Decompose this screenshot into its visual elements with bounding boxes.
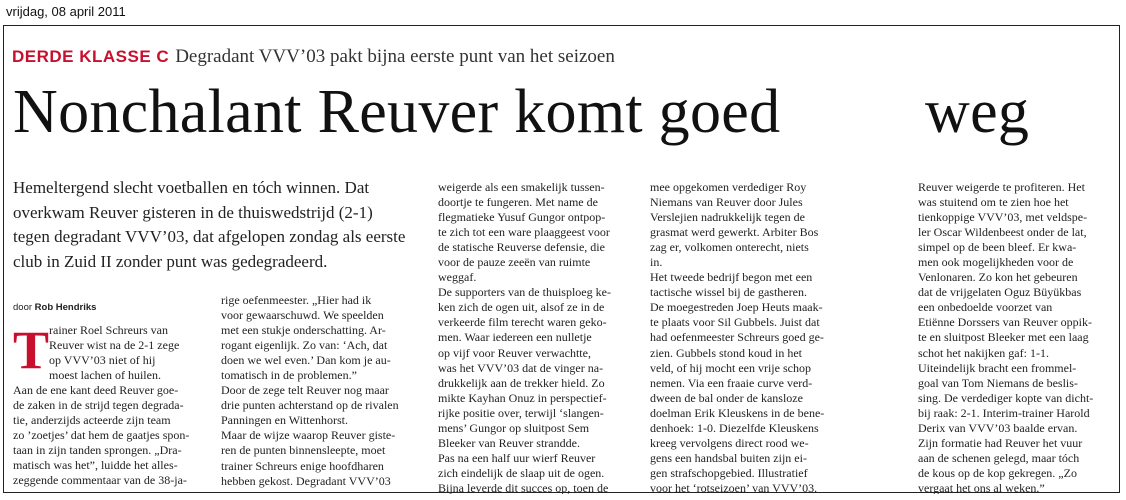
text-line: voor gewaarschuwd. We speelden	[221, 308, 384, 323]
text-line: Door de zege telt Reuver nog maar	[221, 383, 389, 398]
text-line: doelman Erik Kleuskens in de bene-	[650, 405, 825, 420]
text-line: men ook mogelijkheden voor de	[918, 255, 1074, 270]
text-line: vergaat het ons al weken.”	[918, 480, 1045, 494]
text-line: men. Waar iedereen een nulletje	[438, 330, 592, 345]
text-line: zeggende commentaar van de 38-ja-	[13, 473, 187, 488]
text-line: taan in zijn tanden sprongen. „Dra-	[13, 443, 182, 458]
text-line: mens’ Gungor op sluitpost Sem	[438, 420, 590, 435]
body-column-1	[13, 320, 213, 493]
text-line: was stuitend om te zien hoe het	[918, 195, 1069, 210]
text-line: bij raak: 2-1. Interim-trainer Harold	[918, 405, 1090, 420]
text-line: Reuver wist na de 2-1 zege	[49, 338, 180, 353]
article-kicker	[12, 46, 615, 68]
text-line: voor de pauze zeeën van ruimte	[438, 255, 591, 270]
text-line: nemen. Via een fraaie curve verd-	[650, 375, 813, 390]
text-line: ken zich de ogen uit, alsof ze in de	[438, 300, 605, 315]
text-line: doortje te fungeren. Met name de	[438, 195, 598, 210]
text-line: Het tweede bedrijf begon met een	[650, 270, 813, 285]
text-line: de zaken in de strijd tegen degrada-	[13, 398, 184, 413]
text-line: dat de vrijgelaten Oguz Büyükbas	[918, 285, 1082, 300]
body-column-5	[918, 180, 1118, 494]
text-line: ren de punten binnensleepte, moet	[221, 443, 386, 458]
text-line: Etiënne Dorssers van Reuver oppik-	[918, 315, 1092, 330]
drop-cap: T	[13, 320, 50, 380]
text-line: drie punten achterstand op de rivalen	[221, 398, 399, 413]
text-line: matisch was het”, luidde het alles-	[13, 458, 178, 473]
text-line: rige oefenmeester. „Hier had ik	[221, 293, 372, 307]
text-line: zich eindelijk de slaap uit de ogen.	[438, 465, 605, 480]
text-line: mee opgekomen verdediger Roy	[650, 180, 807, 194]
text-line: rogant eigenlijk. Zo van: ‘Ach, dat	[221, 338, 388, 353]
text-line: zag er, volkomen onterecht, niets	[650, 240, 809, 255]
body-column-4	[650, 180, 855, 494]
text-line: drukkelijk aan de trekker hield. Zo	[438, 375, 605, 390]
text-line: tomatisch in de problemen.”	[221, 368, 357, 383]
text-line: zo ’zoetjes’ dat hem de gaatjes spon-	[13, 428, 190, 443]
text-line: Bleeker van Reuver strandde.	[438, 435, 580, 450]
text-line: Uiteindelijk bracht een frommel-	[918, 360, 1077, 375]
text-line: op VVV’03 niet of hij	[49, 353, 156, 368]
text-line: rijke positie over, terwijl ‘slangen-	[438, 405, 604, 420]
text-line: tactische wissel bij de gastheren.	[650, 285, 807, 300]
text-line: Bijna leverde dit succes op, toen de	[438, 480, 609, 494]
text-line: Maar de wijze waarop Reuver giste-	[221, 428, 396, 443]
text-line: schot het nakijken gaf: 1-1.	[918, 345, 1049, 360]
text-line: simpel op de been bleef. Er kwa-	[918, 240, 1077, 255]
text-line: te en sluitpost Bleeker met een laag	[918, 330, 1089, 345]
text-line: tienkoppige VVV’03, met veldspe-	[918, 210, 1088, 225]
text-line: rainer Roel Schreurs van	[49, 323, 168, 337]
text-line: Derix van VVV’03 baalde ervan.	[918, 420, 1078, 435]
text-line: gens een handsbal buiten zijn ei-	[650, 450, 807, 465]
text-line: grasmat werd gewerkt. Arbiter Bos	[650, 225, 819, 240]
text-line: mikte Kayhan Onuz in perspectief-	[438, 390, 607, 405]
text-line: Niemans van Reuver door Jules	[650, 195, 803, 210]
text-line: trainer Schreurs enige hoofdharen	[221, 458, 384, 473]
text-line: De supporters van de thuisploeg ke-	[438, 285, 611, 300]
text-line: aan de schenen gelegd, maar tóch	[918, 450, 1080, 465]
subheadline: Degradant VVV’03 pakt bijna eerste punt van het seizoen	[175, 46, 615, 67]
text-line: Venlonaren. Zo kon het gebeuren	[918, 270, 1078, 285]
text-line: flegmatieke Yusuf Gungor ontpop-	[438, 210, 606, 225]
text-line: weggaf.	[438, 270, 477, 285]
section-label: DERDE KLASSE C	[12, 47, 170, 66]
text-line: was het VVV’03 dat de vinger na-	[438, 360, 604, 375]
text-line: Panningen en Wittenhorst.	[221, 413, 348, 428]
lead-paragraph: Hemeltergend slecht voetballen en tóch winnen. Dat overkwam Reuver gisteren in de thuiswedstrijd (2-1) tegen degradant VVV’03, dat afgelopen zondag als eerste club in Zuid II zonder punt was gedegradeerd.	[13, 178, 406, 271]
text-line: De moegestreden Joep Heuts maak-	[650, 300, 823, 315]
text-line: veld, of hij mocht een vrije schop	[650, 360, 811, 375]
body-column-3	[438, 180, 643, 494]
text-line: weigerde als een smakelijk tussen-	[438, 180, 605, 194]
text-line: hebben gekost. Degradant VVV’03	[221, 473, 391, 488]
text-line: in.	[650, 255, 663, 270]
text-line: Aan de ene kant deed Reuver goe-	[13, 383, 179, 398]
byline-prefix: door	[13, 302, 33, 313]
text-line: met een stukje onderschatting. Ar-	[221, 323, 386, 338]
text-line: moest lachen of huilen.	[49, 368, 161, 383]
text-line: doen we wel even.’ Dan kom je au-	[221, 353, 391, 368]
text-line: Verslejien nadrukkelijk tegen de	[650, 210, 805, 225]
text-line: sing. De verdediger kopte van dicht-	[918, 390, 1094, 405]
text-line: voor het ‘rotseizoen’ van VVV’03.	[650, 480, 818, 494]
page-date: vrijdag, 08 april 2011	[6, 4, 126, 19]
text-line: op vijf voor Reuver verwachtte,	[438, 345, 591, 360]
text-line: te zich tot een ware plaaggeest voor	[438, 225, 610, 240]
text-line: verkeerde film terecht waren geko-	[438, 315, 607, 330]
text-line: de statische Reuverse defensie, die	[438, 240, 605, 255]
body-column-2	[221, 293, 426, 493]
text-line: ler Oscar Wildenbeest onder de lat,	[918, 225, 1087, 240]
byline-author: Rob Hendriks	[34, 302, 97, 313]
text-line: Zijn formatie had Reuver het vuur	[918, 435, 1083, 450]
text-line: dween de bal onder de kansloze	[650, 390, 803, 405]
text-line: had oefenmeester Schreurs goed ge-	[650, 330, 824, 345]
byline	[13, 302, 96, 313]
text-line: kreeg vervolgens direct rood we-	[650, 435, 809, 450]
text-line: tie, anderzijds acteerde zijn team	[13, 413, 171, 428]
text-line: denhoek: 1-0. Diezelfde Kleuskens	[650, 420, 819, 435]
headline-part-1: Nonchalant Reuver komt goed	[13, 78, 781, 146]
text-line: de kous op de kop gekregen. „Zo	[918, 465, 1077, 480]
text-line: Pas na een half uur wierf Reuver	[438, 450, 596, 465]
text-line: te plaats voor Sil Gubbels. Juist dat	[650, 315, 820, 330]
headline	[13, 72, 1030, 152]
text-line: Reuver weigerde te profiteren. Het	[918, 180, 1085, 194]
text-line: goal van Tom Niemans de beslis-	[918, 375, 1078, 390]
headline-part-2: weg	[925, 78, 1030, 146]
text-line: gen strafschopgebied. Illustratief	[650, 465, 808, 480]
text-line: zien. Gubbels stond koud in het	[650, 345, 802, 360]
text-line: een onbedoelde voorzet van	[918, 300, 1053, 315]
